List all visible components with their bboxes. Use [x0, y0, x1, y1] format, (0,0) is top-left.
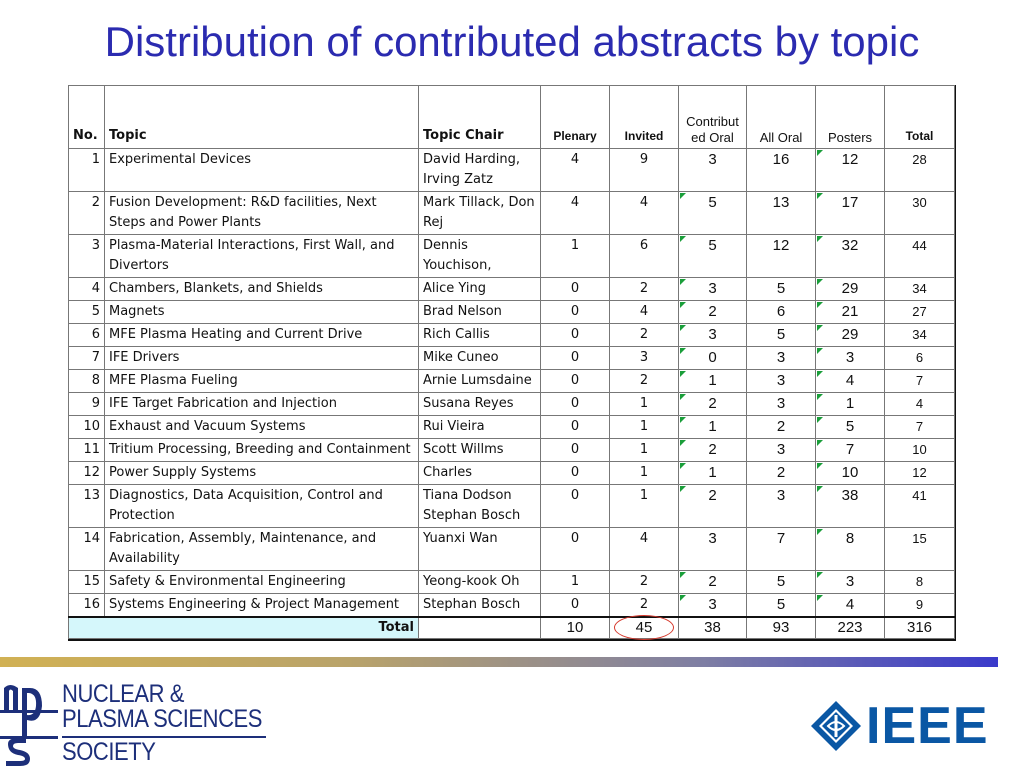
row-all-oral: 2	[747, 462, 816, 485]
row-chair: Yeong-kook Oh	[419, 571, 541, 594]
row-posters: 38	[816, 485, 885, 528]
row-plenary: 0	[541, 439, 610, 462]
row-total: 34	[885, 278, 955, 301]
row-no: 8	[69, 370, 105, 393]
row-invited: 1	[610, 393, 679, 416]
row-chair: Yuanxi Wan	[419, 528, 541, 571]
row-contributed-oral: 3	[679, 528, 747, 571]
table-row	[69, 571, 955, 594]
row-chair: Scott Willms	[419, 439, 541, 462]
row-posters: 4	[816, 594, 885, 618]
row-contributed-oral: 1	[679, 370, 747, 393]
header-plenary: Plenary	[541, 86, 610, 149]
totals-label: Total	[69, 617, 419, 639]
row-invited: 6	[610, 235, 679, 278]
row-posters: 10	[816, 462, 885, 485]
row-plenary: 4	[541, 192, 610, 235]
row-plenary: 0	[541, 393, 610, 416]
table-row	[69, 439, 955, 462]
row-total: 8	[885, 571, 955, 594]
totals-row	[69, 617, 955, 639]
row-plenary: 0	[541, 347, 610, 370]
row-no: 13	[69, 485, 105, 528]
nps-line3: SOCIETY	[62, 738, 156, 766]
row-plenary: 0	[541, 485, 610, 528]
row-chair: Dennis Youchison,	[419, 235, 541, 278]
row-topic: Diagnostics, Data Acquisition, Control and Protection	[105, 485, 419, 528]
row-posters: 17	[816, 192, 885, 235]
table-row	[69, 485, 955, 528]
header-no: No.	[69, 86, 105, 149]
row-invited: 2	[610, 594, 679, 618]
row-invited: 4	[610, 528, 679, 571]
table-row	[69, 192, 955, 235]
row-all-oral: 5	[747, 278, 816, 301]
table-row	[69, 235, 955, 278]
row-invited: 1	[610, 462, 679, 485]
row-total: 7	[885, 416, 955, 439]
row-contributed-oral: 3	[679, 324, 747, 347]
row-no: 3	[69, 235, 105, 278]
row-topic: Safety & Environmental Engineering	[105, 571, 419, 594]
row-invited: 1	[610, 416, 679, 439]
row-all-oral: 13	[747, 192, 816, 235]
row-invited: 2	[610, 278, 679, 301]
row-total: 6	[885, 347, 955, 370]
row-all-oral: 2	[747, 416, 816, 439]
row-all-oral: 6	[747, 301, 816, 324]
header-all-oral: All Oral	[747, 86, 816, 149]
row-chair: Mike Cuneo	[419, 347, 541, 370]
row-chair: Rich Callis	[419, 324, 541, 347]
row-invited: 2	[610, 370, 679, 393]
row-no: 4	[69, 278, 105, 301]
row-plenary: 0	[541, 370, 610, 393]
row-chair: Tiana Dodson Stephan Bosch	[419, 485, 541, 528]
row-invited: 1	[610, 439, 679, 462]
row-contributed-oral: 3	[679, 149, 747, 192]
row-posters: 5	[816, 416, 885, 439]
row-chair: Mark Tillack, Don Rej	[419, 192, 541, 235]
row-contributed-oral: 1	[679, 416, 747, 439]
row-total: 28	[885, 149, 955, 192]
footer-divider-bar	[0, 657, 998, 667]
row-total: 44	[885, 235, 955, 278]
row-plenary: 4	[541, 149, 610, 192]
nps-rule	[62, 736, 266, 738]
totals-total: 316	[885, 617, 955, 639]
table-row	[69, 393, 955, 416]
row-total: 15	[885, 528, 955, 571]
row-invited: 1	[610, 485, 679, 528]
table-row	[69, 462, 955, 485]
table-row	[69, 594, 955, 618]
abstracts-table-container	[68, 85, 956, 641]
row-topic: MFE Plasma Heating and Current Drive	[105, 324, 419, 347]
row-chair: Alice Ying	[419, 278, 541, 301]
row-posters: 7	[816, 439, 885, 462]
row-contributed-oral: 2	[679, 439, 747, 462]
row-contributed-oral: 0	[679, 347, 747, 370]
row-plenary: 0	[541, 528, 610, 571]
table-row	[69, 528, 955, 571]
row-total: 7	[885, 370, 955, 393]
table-row	[69, 278, 955, 301]
row-all-oral: 3	[747, 393, 816, 416]
table-row	[69, 370, 955, 393]
row-all-oral: 12	[747, 235, 816, 278]
row-topic: Fusion Development: R&D facilities, Next Steps and Power Plants	[105, 192, 419, 235]
totals-posters: 223	[816, 617, 885, 639]
row-plenary: 0	[541, 462, 610, 485]
row-plenary: 0	[541, 324, 610, 347]
row-no: 15	[69, 571, 105, 594]
row-posters: 29	[816, 324, 885, 347]
row-contributed-oral: 2	[679, 485, 747, 528]
row-chair: Charles	[419, 462, 541, 485]
row-topic: Magnets	[105, 301, 419, 324]
row-topic: Systems Engineering & Project Management	[105, 594, 419, 618]
row-no: 7	[69, 347, 105, 370]
table-row	[69, 416, 955, 439]
row-invited: 3	[610, 347, 679, 370]
row-invited: 9	[610, 149, 679, 192]
row-posters: 21	[816, 301, 885, 324]
row-contributed-oral: 2	[679, 571, 747, 594]
row-posters: 8	[816, 528, 885, 571]
nps-wordmark	[62, 682, 262, 765]
table-header-row	[69, 86, 955, 149]
row-topic: MFE Plasma Fueling	[105, 370, 419, 393]
header-contributed-oral-line1: Contribut	[686, 114, 739, 129]
row-chair: Arnie Lumsdaine	[419, 370, 541, 393]
row-plenary: 0	[541, 301, 610, 324]
row-posters: 12	[816, 149, 885, 192]
row-total: 10	[885, 439, 955, 462]
totals-contributed-oral: 38	[679, 617, 747, 639]
abstracts-table	[68, 85, 955, 639]
row-posters: 32	[816, 235, 885, 278]
row-plenary: 0	[541, 594, 610, 618]
row-contributed-oral: 2	[679, 301, 747, 324]
row-all-oral: 5	[747, 594, 816, 618]
nps-line1: NUCLEAR &	[62, 680, 184, 708]
row-topic: Fabrication, Assembly, Maintenance, and Availability	[105, 528, 419, 571]
row-total: 30	[885, 192, 955, 235]
row-posters: 1	[816, 393, 885, 416]
row-all-oral: 3	[747, 347, 816, 370]
ieee-wordmark: IEEE	[866, 697, 989, 755]
row-plenary: 0	[541, 278, 610, 301]
table-body	[69, 149, 955, 639]
header-total: Total	[885, 86, 955, 149]
row-topic: Power Supply Systems	[105, 462, 419, 485]
row-no: 12	[69, 462, 105, 485]
row-chair: David Harding, Irving Zatz	[419, 149, 541, 192]
header-invited: Invited	[610, 86, 679, 149]
row-no: 6	[69, 324, 105, 347]
row-total: 27	[885, 301, 955, 324]
totals-invited-cell	[610, 617, 679, 639]
row-posters: 4	[816, 370, 885, 393]
row-topic: Exhaust and Vacuum Systems	[105, 416, 419, 439]
row-plenary: 1	[541, 571, 610, 594]
totals-invited: 45	[635, 619, 653, 636]
row-contributed-oral: 1	[679, 462, 747, 485]
header-topic-chair: Topic Chair	[419, 86, 541, 149]
table-row	[69, 301, 955, 324]
slide-title: Distribution of contributed abstracts by topic	[104, 18, 920, 65]
row-invited: 4	[610, 192, 679, 235]
row-plenary: 0	[541, 416, 610, 439]
table-row	[69, 149, 955, 192]
row-invited: 2	[610, 571, 679, 594]
row-all-oral: 3	[747, 370, 816, 393]
row-contributed-oral: 3	[679, 594, 747, 618]
ieee-logo	[810, 698, 1024, 754]
row-no: 14	[69, 528, 105, 571]
row-all-oral: 5	[747, 324, 816, 347]
row-invited: 2	[610, 324, 679, 347]
nps-logo	[0, 680, 270, 768]
ieee-diamond-icon	[810, 700, 862, 752]
row-no: 11	[69, 439, 105, 462]
row-all-oral: 3	[747, 485, 816, 528]
row-posters: 29	[816, 278, 885, 301]
highlight-circle	[614, 615, 674, 640]
row-all-oral: 3	[747, 439, 816, 462]
header-contributed-oral	[679, 86, 747, 149]
row-posters: 3	[816, 571, 885, 594]
row-no: 10	[69, 416, 105, 439]
row-no: 1	[69, 149, 105, 192]
row-all-oral: 16	[747, 149, 816, 192]
table-row	[69, 347, 955, 370]
row-chair: Rui Vieira	[419, 416, 541, 439]
row-all-oral: 5	[747, 571, 816, 594]
row-invited: 4	[610, 301, 679, 324]
header-contributed-oral-line2: ed Oral	[691, 130, 734, 145]
totals-chair-blank	[419, 617, 541, 639]
row-all-oral: 7	[747, 528, 816, 571]
row-topic: IFE Target Fabrication and Injection	[105, 393, 419, 416]
row-total: 9	[885, 594, 955, 618]
row-total: 41	[885, 485, 955, 528]
row-chair: Stephan Bosch	[419, 594, 541, 618]
row-total: 34	[885, 324, 955, 347]
table-row	[69, 324, 955, 347]
row-contributed-oral: 2	[679, 393, 747, 416]
totals-plenary: 10	[541, 617, 610, 639]
row-topic: IFE Drivers	[105, 347, 419, 370]
row-posters: 3	[816, 347, 885, 370]
totals-all-oral: 93	[747, 617, 816, 639]
row-topic: Tritium Processing, Breeding and Containment	[105, 439, 419, 462]
row-no: 16	[69, 594, 105, 618]
row-plenary: 1	[541, 235, 610, 278]
row-no: 2	[69, 192, 105, 235]
row-total: 4	[885, 393, 955, 416]
row-contributed-oral: 5	[679, 192, 747, 235]
header-posters: Posters	[816, 86, 885, 149]
row-no: 9	[69, 393, 105, 416]
row-topic: Plasma-Material Interactions, First Wall, and Divertors	[105, 235, 419, 278]
row-topic: Chambers, Blankets, and Shields	[105, 278, 419, 301]
row-chair: Brad Nelson	[419, 301, 541, 324]
row-chair: Susana Reyes	[419, 393, 541, 416]
nps-line2: PLASMA SCIENCES	[62, 705, 263, 733]
row-topic: Experimental Devices	[105, 149, 419, 192]
header-topic: Topic	[105, 86, 419, 149]
row-contributed-oral: 3	[679, 278, 747, 301]
row-no: 5	[69, 301, 105, 324]
row-contributed-oral: 5	[679, 235, 747, 278]
row-total: 12	[885, 462, 955, 485]
nps-monogram-icon	[0, 680, 58, 768]
